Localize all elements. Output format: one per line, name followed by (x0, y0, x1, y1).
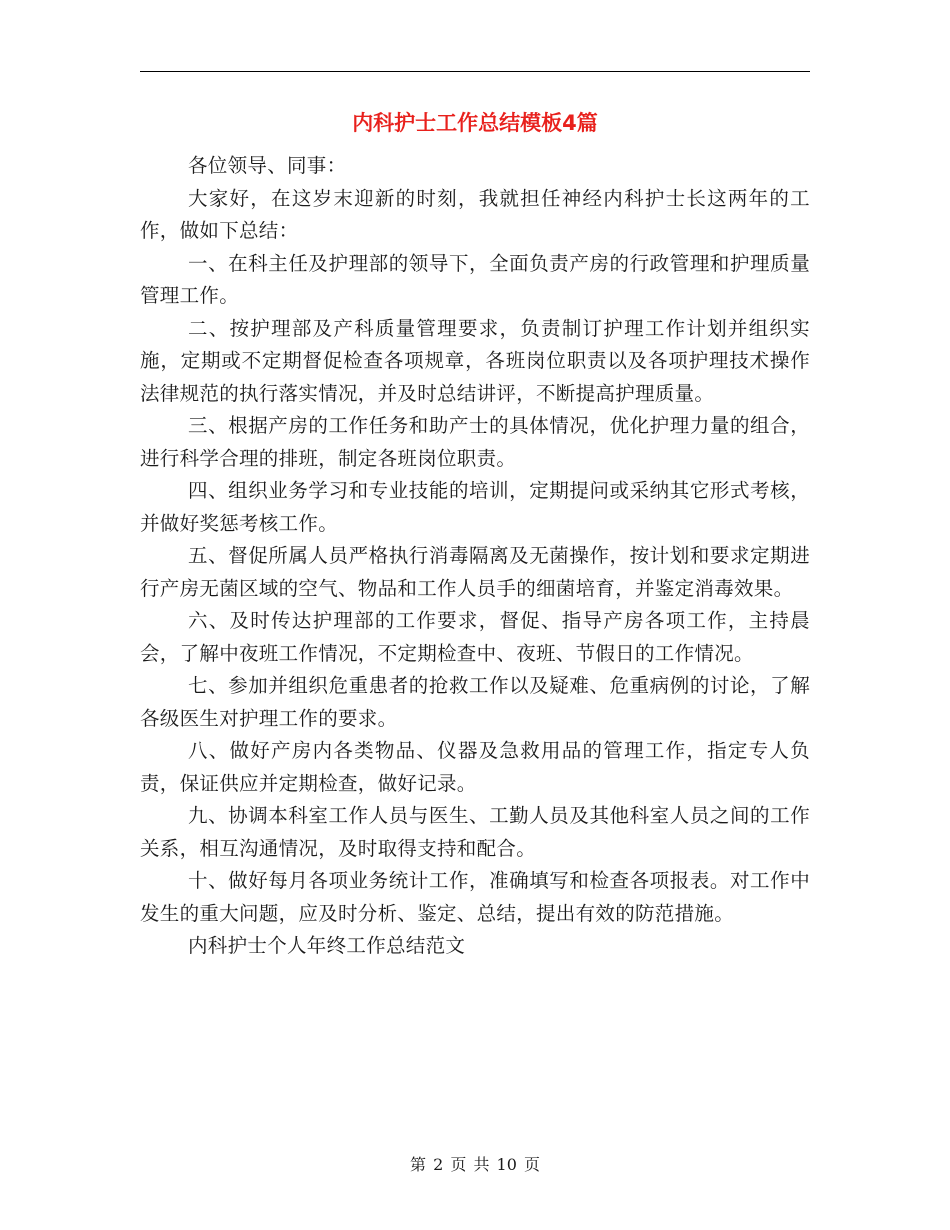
paragraph-item-2: 二、按护理部及产科质量管理要求，负责制订护理工作计划并组织实施，定期或不定期督促检查各项规章，各班岗位职责以及各项护理技术操作法律规范的执行落实情况，并及时总结讲评，不断提高护理质量。 (140, 316, 810, 405)
page-number: 第 2 页 共 10 页 (410, 1155, 540, 1174)
paragraph-item-8: 八、做好产房内各类物品、仪器及急救用品的管理工作，指定专人负责，保证供应并定期检查，做好记录。 (140, 739, 810, 795)
header-rule (140, 71, 810, 72)
paragraph-salutation: 各位领导、同事： (188, 154, 347, 177)
paragraph-item-10: 十、做好每月各项业务统计工作，准确填写和检查各项报表。对工作中发生的重大问题，应及时分析、鉴定、总结，提出有效的防范措施。 (140, 869, 810, 925)
paragraph-item-6: 六、及时传达护理部的工作要求，督促、指导产房各项工作，主持晨会，了解中夜班工作情况，不定期检查中、夜班、节假日的工作情况。 (140, 609, 810, 665)
paragraph-item-5: 五、督促所属人员严格执行消毒隔离及无菌操作，按计划和要求定期进行产房无菌区域的空气、物品和工作人员手的细菌培育，并鉴定消毒效果。 (140, 544, 810, 600)
paragraph-greeting: 大家好，在这岁末迎新的时刻，我就担任神经内科护士长这两年的工作，做如下总结： (140, 186, 810, 242)
paragraph-item-1: 一、在科主任及护理部的领导下，全面负责产房的行政管理和护理质量管理工作。 (140, 251, 810, 307)
paragraph-item-7: 七、参加并组织危重患者的抢救工作以及疑难、危重病例的讨论，了解各级医生对护理工作的要求。 (140, 674, 810, 730)
paragraph-item-9: 九、协调本科室工作人员与医生、工勤人员及其他科室人员之间的工作关系，相互沟通情况，及时取得支持和配合。 (140, 804, 810, 860)
paragraph-item-3: 三、根据产房的工作任务和助产士的具体情况，优化护理力量的组合，进行科学合理的排班，制定各班岗位职责。 (140, 414, 810, 470)
section-heading: 内科护士个人年终工作总结范文 (188, 934, 466, 957)
document-body (140, 150, 810, 963)
document-title: 内科护士工作总结模板4篇 (352, 111, 598, 135)
paragraph-item-4: 四、组织业务学习和专业技能的培训，定期提问或采纳其它形式考核，并做好奖惩考核工作。 (140, 479, 810, 535)
